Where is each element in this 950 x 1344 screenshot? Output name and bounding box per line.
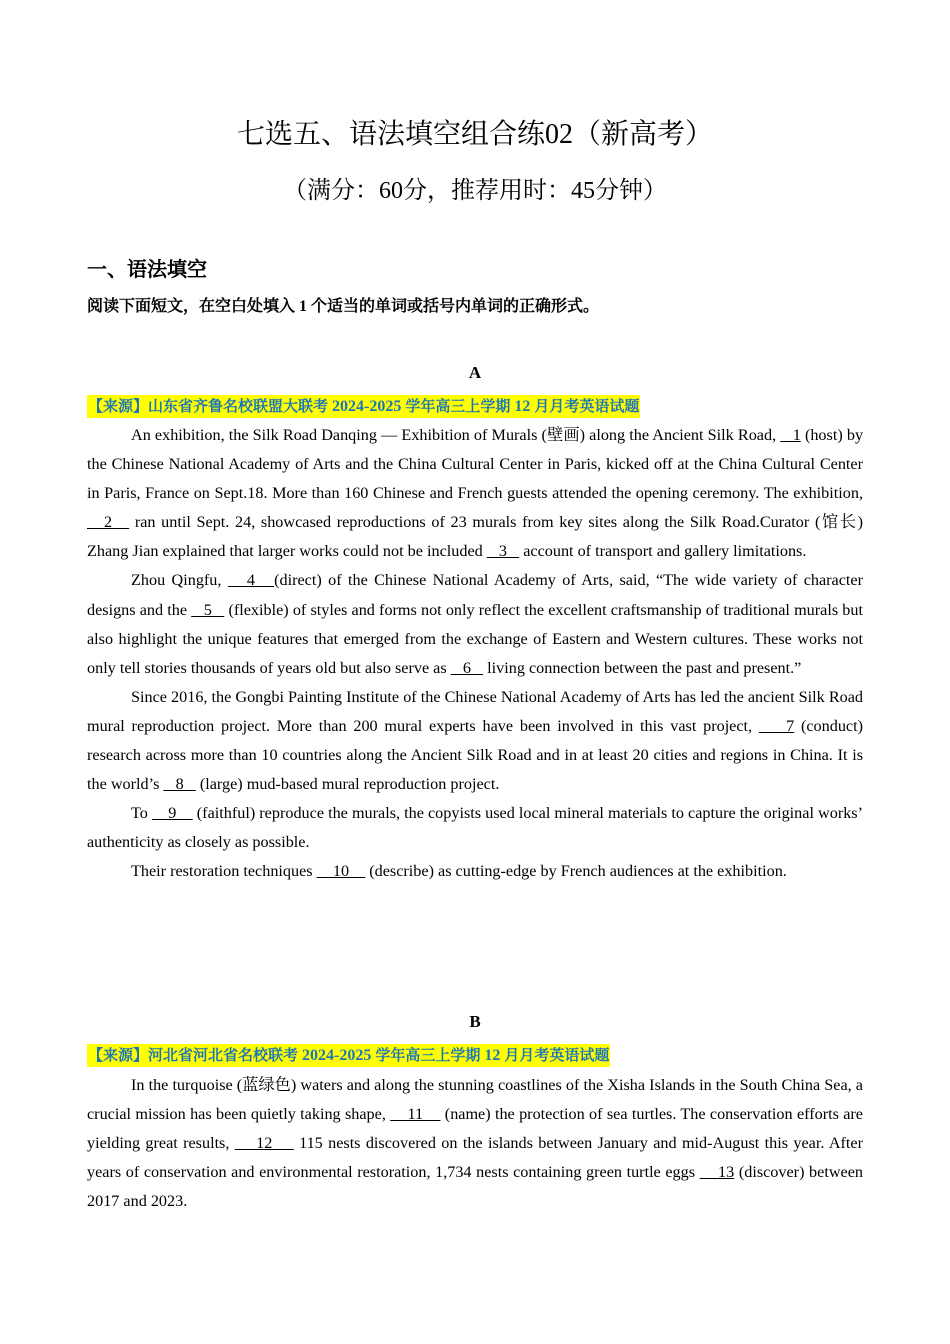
blank-11[interactable]: 11 bbox=[390, 1105, 441, 1124]
passage-a-body bbox=[87, 421, 863, 887]
page-title: 七选五、语法填空组合练02（新高考） bbox=[236, 117, 714, 150]
blank-1[interactable]: 1 bbox=[780, 426, 801, 444]
blank-13[interactable]: 13 bbox=[699, 1163, 735, 1182]
passage-a-paragraph-4: To 9 (faithful) reproduce the murals, the copyists used local mineral materials to capture the original works’ authenticity as closely as possible. bbox=[87, 804, 863, 852]
blank-12[interactable]: 12 bbox=[234, 1134, 294, 1153]
passage-b-source: 【来源】河北省河北省名校联考 2024-2025 学年高三上学期 12 月月考英语试题 bbox=[87, 1044, 610, 1067]
passage-a-paragraph-3: Since 2016, the Gongbi Painting Institute of the Chinese National Academy of Arts has led the ancient Silk Road mural reproduction project. More than 200 mural experts have been involved in this vast project, 7 (conduct) research across more than 10 countries along the Ancient Silk Road and in at least 20 cities and regions in China. It is the world’s 8 (large) mud-based mural reproduction project. bbox=[87, 687, 864, 794]
passage-a-letter: A bbox=[468, 363, 482, 382]
blank-8[interactable]: 8 bbox=[163, 775, 196, 794]
blank-9[interactable]: 9 bbox=[151, 804, 193, 823]
passage-b-paragraph-1: In the turquoise (蓝绿色) waters and along the stunning coastlines of the Xisha Islands in the South China Sea, a crucial mission has been quietly taking shape, 11 (name) the protection of sea turtles. The conservation efforts are yielding great results, 12 115 nests discovered on the islands between January and mid-August this year. After years of conservation and environmental restoration, 1,734 nests containing green turtle eggs 13 (discover) between 2017 and 2023. bbox=[87, 1076, 863, 1211]
section-heading: 一、语法填空 bbox=[87, 257, 207, 281]
page-subtitle: （满分：60分，推荐用时：45分钟） bbox=[283, 176, 667, 204]
blank-6[interactable]: 6 bbox=[450, 658, 484, 677]
passage-a-paragraph-1: An exhibition, the Silk Road Danqing — Exhibition of Murals (壁画) along the Ancient Silk Road, 1 (host) by the Chinese National Academy of Arts and the China Cultural Center in Paris, kicked off at the China Cultural Center in Paris, France on Sept.18. More than 160 Chinese and French guests attended the opening ceremony. The exhibition, 2 ran until Sept. 24, showcased reproductions of 23 murals from key sites along the Silk Road.Curator (馆长) Zhang Jian explained that larger works could not be included 3 account of transport and gallery limitations. bbox=[87, 426, 864, 561]
passage-a-paragraph-2: Zhou Qingfu, 4 (direct) of the Chinese National Academy of Arts, said, “The wide variety of character designs and the 5 (flexible) of styles and forms not only reflect the excellent craftsmanship of traditional murals but also highlight the unique features that emerged from the exchange of Eastern and Western cultures. These works not only tell stories thousands of years old but also serve as 6 living connection between the past and present.” bbox=[87, 571, 864, 677]
section-instruction: 阅读下面短文，在空白处填入 1 个适当的单词或括号内单词的正确形式。 bbox=[87, 296, 600, 315]
passage-b-body bbox=[87, 1071, 863, 1216]
blank-3[interactable]: 3 bbox=[486, 542, 520, 561]
blank-4[interactable]: 4 bbox=[227, 571, 275, 590]
blank-2[interactable]: 2 bbox=[87, 513, 130, 532]
passage-a-paragraph-5: Their restoration techniques 10 (describe) as cutting-edge by French audiences at the exhibition. bbox=[131, 862, 787, 881]
blank-7[interactable]: 7 bbox=[758, 716, 795, 735]
passage-b-letter: B bbox=[469, 1012, 481, 1031]
blank-5[interactable]: 5 bbox=[191, 600, 225, 619]
blank-10[interactable]: 10 bbox=[316, 862, 366, 881]
passage-a-source: 【来源】山东省齐鲁名校联盟大联考 2024-2025 学年高三上学期 12 月月考英语试题 bbox=[87, 395, 640, 418]
